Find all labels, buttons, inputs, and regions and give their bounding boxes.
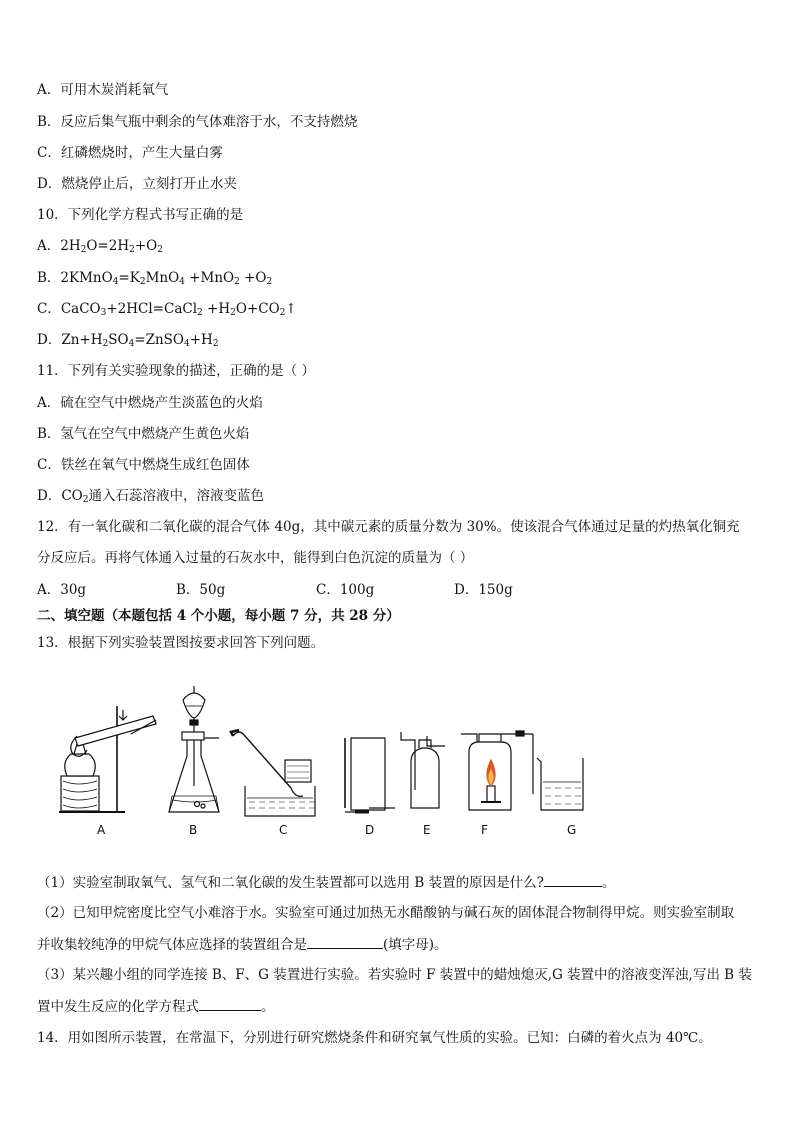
q10-option-b: B．$2KMnO_4=K_2MnO_4 +MnO_2 +O_2$ [37, 270, 273, 287]
q9-option-d: D．燃烧停止后，立刻打开止水夹 [37, 176, 237, 192]
answer-blank[interactable] [199, 996, 261, 1011]
q9-option-b: B．反应后集气瓶中剩余的气体难溶于水，不支持燃烧 [37, 114, 358, 130]
apparatus-g [537, 758, 583, 810]
q12-stem-line2: 分反应后。再将气体通入过量的石灰水中，能得到白色沉淀的质量为（ ） [37, 550, 474, 566]
q12-option-c: C．100g [316, 582, 375, 598]
figure-label-a: A [97, 823, 106, 837]
apparatus-c [231, 730, 315, 816]
answer-blank[interactable] [544, 872, 602, 887]
q13-stem: 13．根据下列实验装置图按要求回答下列问题。 [37, 635, 325, 651]
q10-option-d: D．$Zn+H_2SO_4=ZnSO_4+H_2$ [37, 332, 219, 349]
figure-label-f: F [481, 823, 488, 837]
q11-option-b: B．氢气在空气中燃烧产生黄色火焰 [37, 426, 250, 442]
apparatus-d [345, 738, 395, 812]
apparatus-figure [55, 676, 595, 846]
q13-part2-line1: （2）已知甲烷密度比空气小难溶于水。实验室可通过加热无水醋酸钠与碱石灰的固体混合物制得甲烷。则实验室制取 [37, 905, 735, 921]
q12-options [37, 580, 513, 600]
q11-option-c: C．铁丝在氧气中燃烧生成红色固体 [37, 457, 250, 473]
figure-label-g: G [567, 823, 577, 837]
q12-option-b: B．50g [176, 582, 226, 598]
q12-option-d: D．150g [454, 582, 513, 598]
apparatus-e [401, 732, 445, 808]
answer-blank[interactable] [307, 934, 383, 949]
figure-label-b: B [189, 823, 198, 837]
q10-option-c: C．CaCO$_3$+2HCl=CaCl$_2$ $+H_2O+CO_2↑$ [37, 301, 297, 318]
q9-option-c: C．红磷燃烧时，产生大量白雾 [37, 145, 223, 161]
apparatus-a [59, 706, 156, 812]
figure-label-d: D [365, 823, 375, 837]
q11-stem: 11．下列有关实验现象的描述，正确的是（ ） [37, 363, 315, 379]
section-heading-fill-in: 二、填空题（本题包括 4 个小题，每小题 7 分，共 28 分） [37, 608, 400, 624]
apparatus-b [169, 686, 219, 812]
q13-part2-line2: 并收集较纯净的甲烷气体应选择的装置组合是 (填字母)。 [37, 934, 448, 955]
q11-option-d: D．$CO_2$通入石蕊溶液中，溶液变蓝色 [37, 488, 264, 505]
q12-stem-line1: 12．有一氧化碳和二氧化碳的混合气体 40g，其中碳元素的质量分数为 30%。使该混合气体通过足量的灼热氧化铜充 [37, 519, 740, 535]
apparatus-f [461, 731, 533, 810]
q12-option-a: A．30g [37, 582, 87, 598]
q11-option-a: A．硫在空气中燃烧产生淡蓝色的火焰 [37, 395, 263, 411]
q9-option-a: A．可用木炭消耗氧气 [37, 82, 169, 98]
q10-option-a: A．$2H_2O=2H_2+O_2$ [37, 238, 163, 255]
figure-label-e: E [423, 823, 431, 837]
q13-part3-line2: 置中发生反应的化学方程式 。 [37, 996, 275, 1017]
q14-stem: 14．用如图所示装置，在常温下，分别进行研究燃烧条件和研究氧气性质的实验。已知：白磷的着火点为 40℃。 [37, 1030, 712, 1046]
q13-part3-line1: （3）某兴趣小组的同学连接 B、F、G 装置进行实验。若实验时 F 装置中的蜡烛熄灭,G 装置中的溶液变浑浊,写出 B 装 [37, 967, 752, 983]
q13-part1: （1）实验室制取氧气、氢气和二氧化碳的发生装置都可以选用 B 装置的原因是什么? 。 [37, 872, 615, 893]
q10-stem: 10．下列化学方程式书写正确的是 [37, 207, 244, 223]
figure-label-c: C [279, 823, 288, 837]
